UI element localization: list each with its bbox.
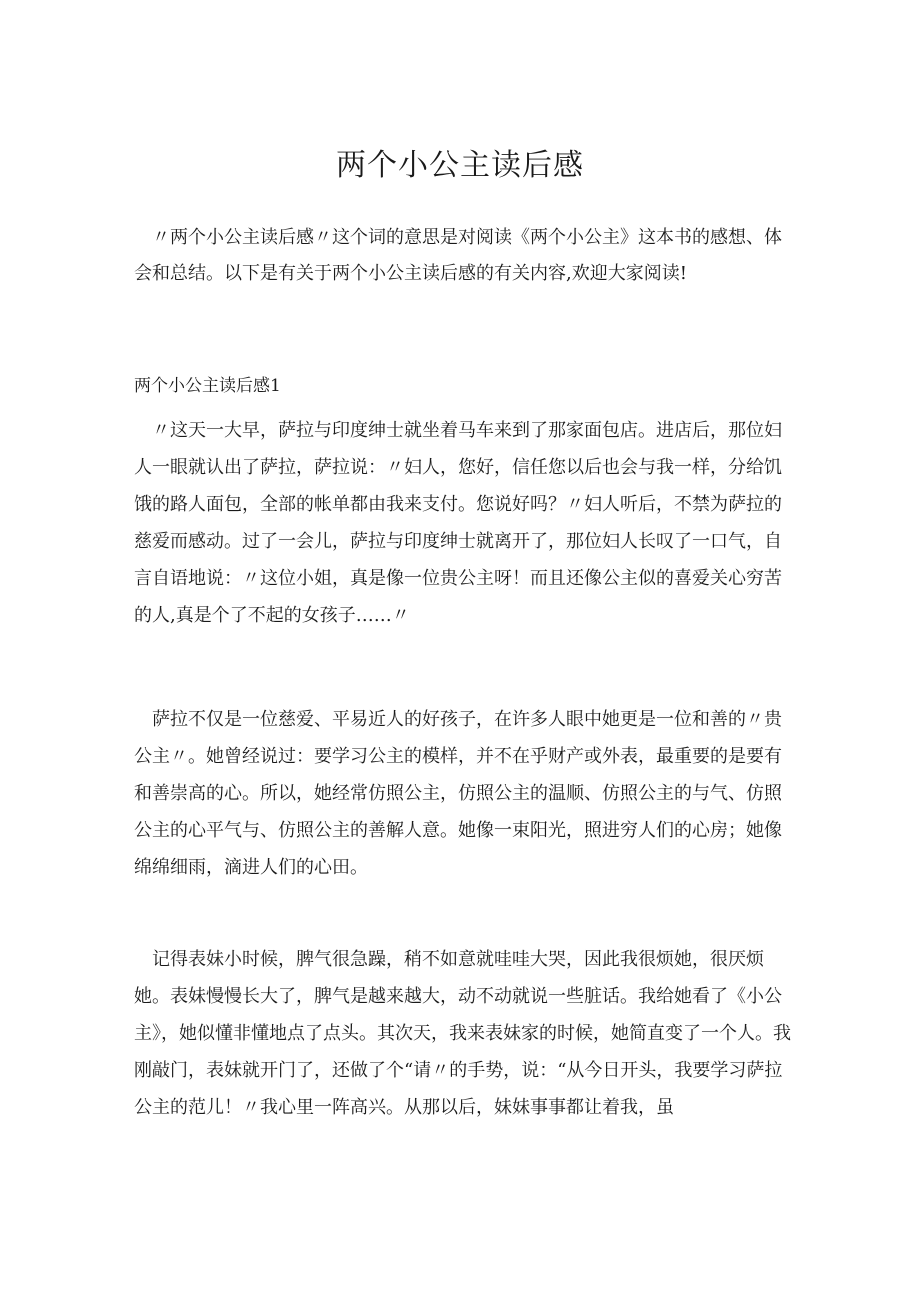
section-heading: 两个小公主读后感1 bbox=[134, 376, 281, 396]
intro-paragraph: 〃两个小公主读后感〃这个词的意思是对阅读《两个小公主》这本书的感想、体会和总结。以下是有关于两个小公主读后感的有关内容,欢迎大家阅读! bbox=[134, 227, 782, 284]
page-title: 两个小公主读后感 bbox=[336, 148, 584, 183]
body-paragraph-2: 萨拉不仅是一位慈爱、平易近人的好孩子，在许多人眼中她更是一位和善的〃贵公主〃。她曾经说过：要学习公主的模样，并不在乎财产或外表，最重要的是要有和善崇高的心。所以，她经常仿照公主，仿照公主的温顺、仿照公主的与气、仿照公主的心平气与、仿照公主的善解人意。她像一束阳光，照进穷人们的心房；她像绵绵细雨，滴进人们的心田。 bbox=[134, 709, 782, 878]
body-paragraph-3: 记得表妹小时候，脾气很急躁，稍不如意就哇哇大哭，因此我很烦她，很厌烦她。表妹慢慢长大了，脾气是越来越大，动不动就说一些脏话。我给她看了《小公主》，她似懂非懂地点了点头。其次天，我来表妹家的时候，她简直变了一个人。我刚敲门，表妹就开门了，还做了个“请〃的手势，说：“从今日开头，我要学习萨拉公主的范儿！〃我心里一阵高兴。从那以后，妹妹事事都让着我，虽 bbox=[134, 949, 791, 1118]
body-paragraph-1: 〃这天一大早，萨拉与印度绅士就坐着马车来到了那家面包店。进店后，那位妇人一眼就认出了萨拉，萨拉说：〃妇人，您好，信任您以后也会与我一样，分给饥饿的路人面包，全部的帐单都由我来支付。您说好吗？〃妇人听后，不禁为萨拉的慈爱而感动。过了一会儿，萨拉与印度绅士就离开了，那位妇人长叹了一口气，自言自语地说：〃这位小姐，真是像一位贵公主呀！而且还像公主似的喜爱关心穷苦的人,真是个了不起的女孩子……〃 bbox=[134, 420, 782, 626]
